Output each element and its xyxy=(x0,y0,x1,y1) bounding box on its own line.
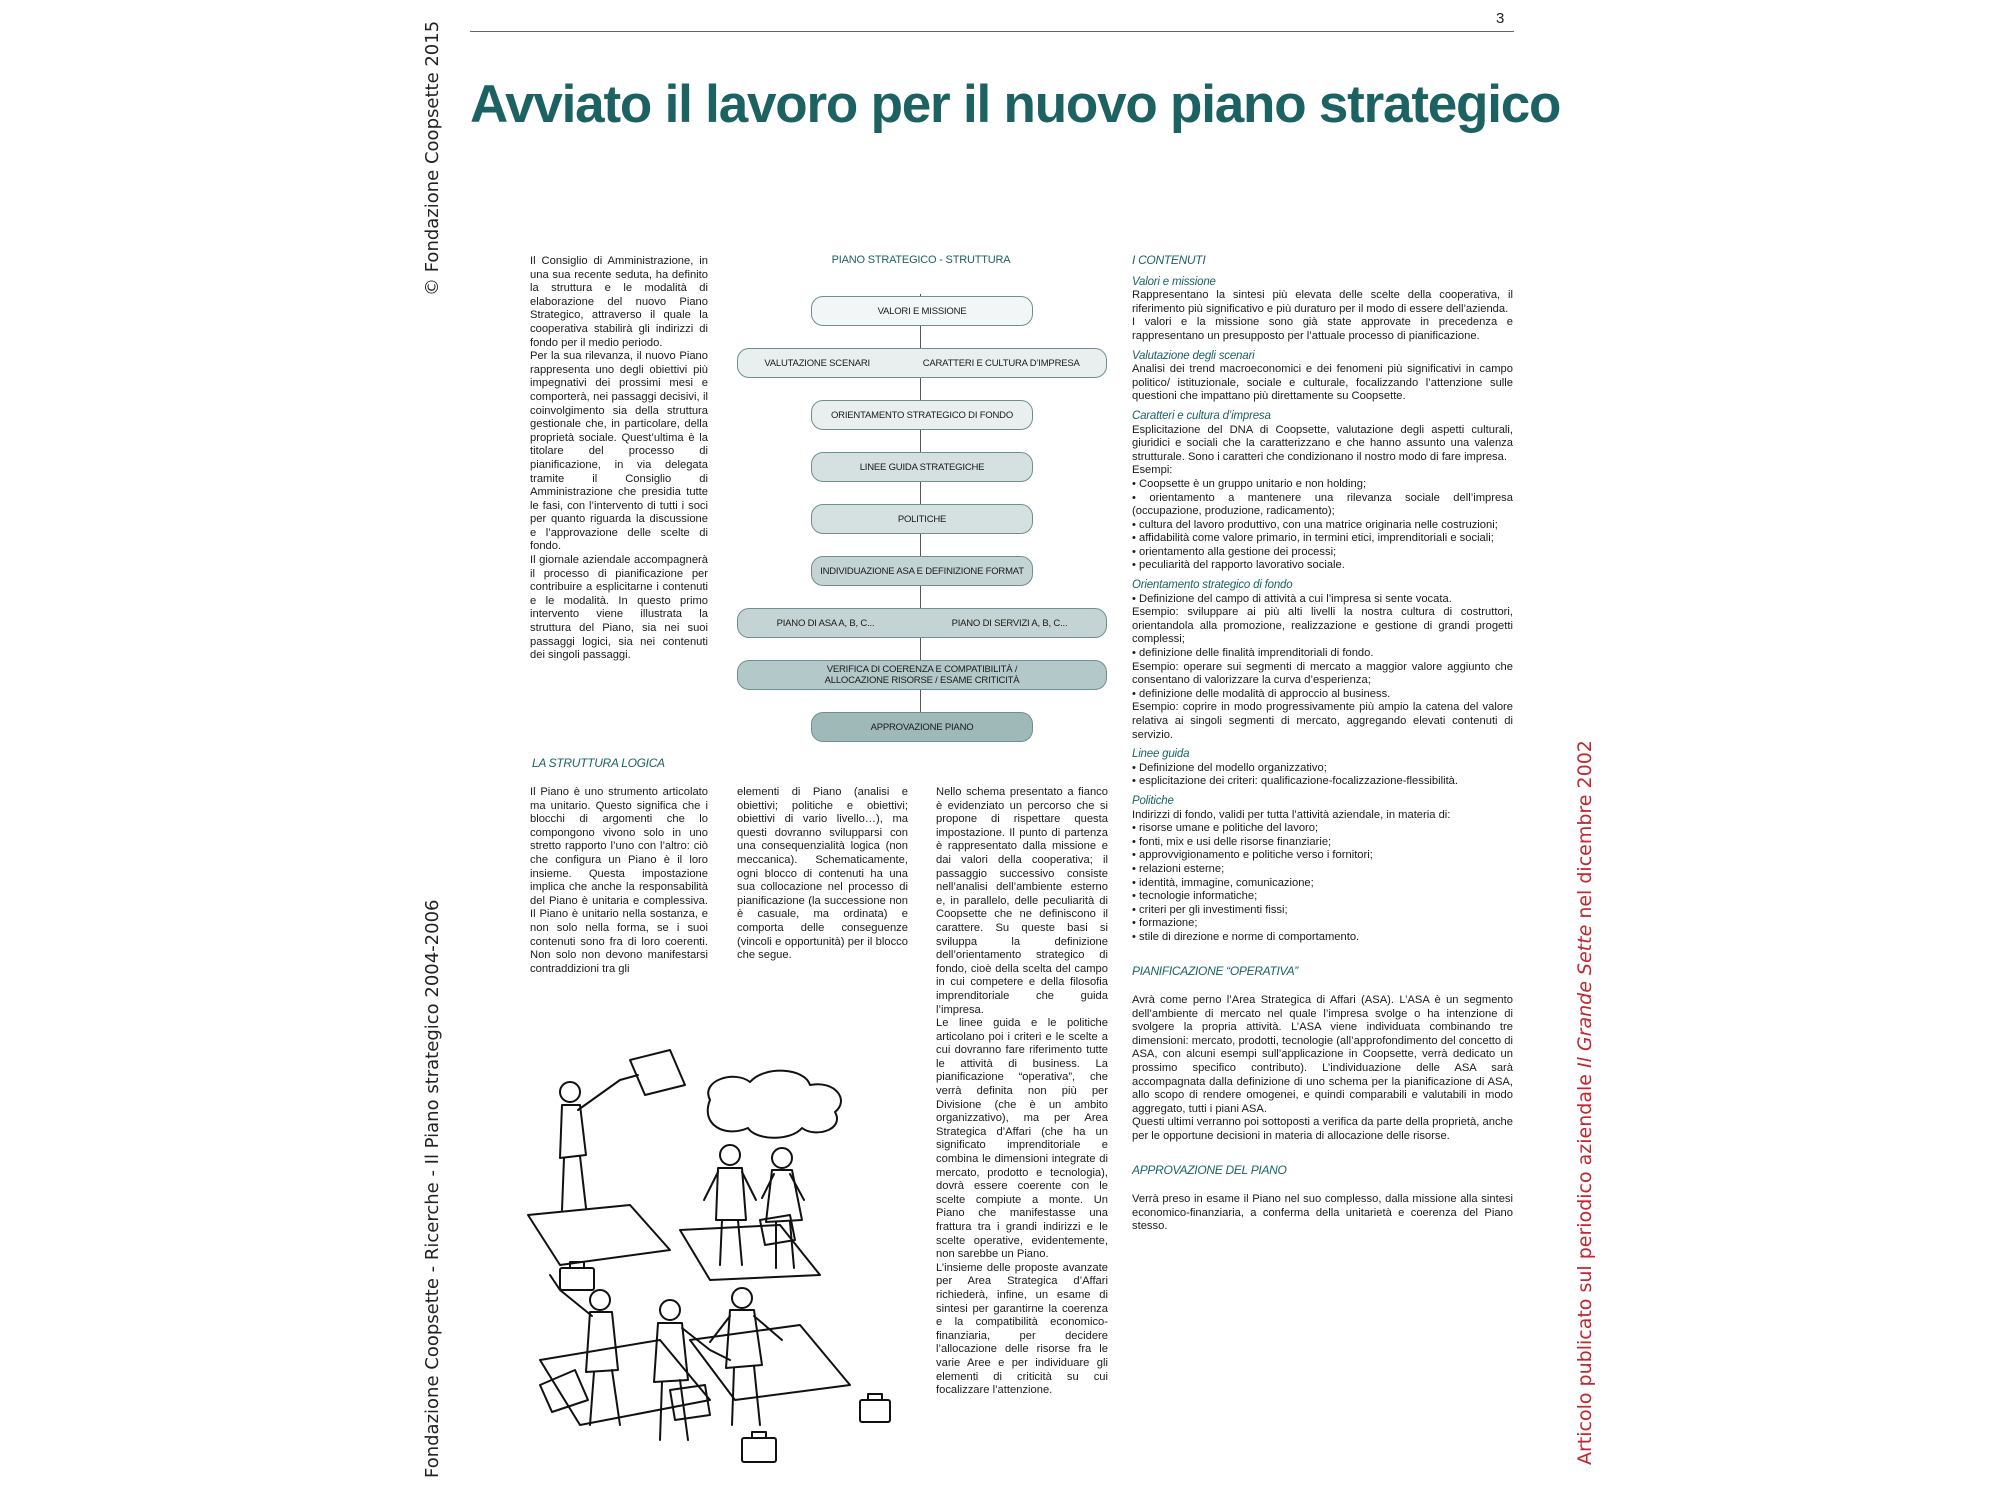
briefcase xyxy=(742,1438,776,1462)
contents-column xyxy=(1132,254,1513,1234)
subheading-scenari: Valutazione degli scenari xyxy=(1132,349,1255,362)
figure-head xyxy=(660,1300,680,1320)
body-paragraph: Esplicitazione del DNA di Coopsette, valutazione degli aspetti culturali, giuridici e sociali che la caratterizzano e che hanno assunto una valenza strutturale. Sono i caratteri che condizionano il nostro modo di fare impresa. xyxy=(1132,423,1513,463)
subheading-valori: Valori e missione xyxy=(1132,275,1216,288)
box-politiche xyxy=(811,504,1033,534)
intro-paragraph: Il Consiglio di Amministrazione, in una sua recente seduta, ha definito la struttura e le modalità di elaborazione del nuovo Piano Strategico, attraverso il quale la cooperativa stabilirà gli indirizzi di fondo per il medio periodo. xyxy=(530,255,708,349)
body-paragraph: Verrà preso in esame il Piano nel suo complesso, dalla missione alla sintesi economico-finanziaria, a conferma della unitarietà e coerenza del Piano stesso. xyxy=(1132,1193,1513,1233)
logic-column-2 xyxy=(737,786,908,963)
body-paragraph: Rappresentano la sintesi più elevata delle scelte della cooperativa, il riferimento più significativo e più duraturo per il modo di essere dell’azienda. xyxy=(1132,289,1513,315)
list-item: • peculiarità del rapporto lavorativo sociale. xyxy=(1132,559,1345,572)
box-asa-format xyxy=(811,556,1033,586)
figure-head xyxy=(560,1082,580,1102)
body-paragraph: elementi di Piano (analisi e obiettivi; politiche e obiettivi; obiettivi di vario livello…), ma questi dovranno svilupparsi con una consequenzialità logica (non meccanica). Schematicamente, ogni blocco di contenuti ha una sua collocazione nel processo di pianificazione (la successione non è casuale, ma ordinata) e comporta delle conseguenze (vincoli e opportunità) per il blocco che segue. xyxy=(737,786,908,962)
publication-note xyxy=(1574,740,1596,1465)
series-footer-label: Fondazione Coopsette - Ricerche - Il Piano strategico 2004-2006 xyxy=(422,899,443,1478)
box-label: ORIENTAMENTO STRATEGICO DI FONDO xyxy=(830,409,1014,421)
list-item: • esplicitazione dei criteri: qualificazione-focalizzazione-flessibilità. xyxy=(1132,775,1459,788)
list-item: • identità, immagine, comunicazione; xyxy=(1132,876,1314,889)
figure-body xyxy=(716,1168,746,1220)
body-paragraph: Analisi dei trend macroeconomici e dei fenomeni più significativi in campo politico/ istituzionale, sociale e culturale, focalizzando l’attenzione sulle questioni che impattano più direttamente su Coopsette. xyxy=(1132,363,1513,403)
paper-sheet xyxy=(670,1385,710,1420)
figure-head xyxy=(732,1288,752,1308)
list-item: • cultura del lavoro produttivo, con una matrice originaria nelle costruzioni; xyxy=(1132,518,1498,531)
subheading-caratteri: Caratteri e cultura d’impresa xyxy=(1132,409,1271,422)
box-label: LINEE GUIDA STRATEGICHE xyxy=(859,461,985,473)
paper-sheet xyxy=(630,1050,685,1095)
intro-paragraph: Il giornale aziendale accompagnerà il processo di pianificazione per contribuire a esplicitarne i contenuti e le modalità. In questo primo intervento viene illustrata la struttura del Piano, sia nei suoi passaggi logici, sia nei contenuti dei singoli passaggi. xyxy=(530,554,708,662)
list-item: • tecnologie informatiche; xyxy=(1132,890,1258,903)
figure-body xyxy=(560,1105,586,1158)
list-item: • stile di direzione e norme di comportamento. xyxy=(1132,930,1360,943)
body-paragraph: Indirizzi di fondo, validi per tutta l’attività aziendale, in materia di: xyxy=(1132,808,1451,821)
intro-paragraph: Per la sua rilevanza, il nuovo Piano rappresenta uno degli obiettivi più impegnativi dei prossimi mesi e comporterà, nei passaggi decisivi, il coinvolgimento sia della struttura gestionale che, in particolare, della proprietà sociale. Quest’ultima è la titolare del processo di pianificazione, in via delegata tramite il Consiglio di Amministrazione che presidia tutte le fasi, con l’intervento di tutti i soci per quanto riguarda la discussione e l’approvazione delle scelte di fondo. xyxy=(530,350,708,553)
list-item: • definizione delle modalità di approccio al business. xyxy=(1132,687,1391,700)
list-item: • orientamento a mantenere una rilevanza sociale dell’impresa (occupazione, produzione, radicamento); xyxy=(1132,491,1513,518)
body-paragraph: L’insieme delle proposte avanzate per Area Strategica d’Affari richiederà, infine, un esame di sintesi per garantirne la coerenza e la compatibilità economico-finanziaria, per decidere l’allocazione delle risorse fra le varie Aree e per individuare gli elementi di criticità su cui focalizzare l’attenzione. xyxy=(936,1261,1108,1397)
spacer xyxy=(1132,1144,1513,1154)
list-item: • formazione; xyxy=(1132,917,1198,930)
body-paragraph: Le linee guida e le politiche articolano poi i criteri e le scelte a cui dovranno fare riferimento tutte le attività di business. La pianificazione “operativa”, che verrà definita non più per Divisione (che è un ambito organizzativo), ma per Area Strategica d’Affari (che ha un significato imprenditoriale e combina le dimensioni integrate di mercato, prodotto e tecnologia), dovrà essere coerente con le scelte compiute a monte. Un Piano che manifestasse una frattura tra i grandi indirizzi e le scelte operative, evidentemente, non sarebbe un Piano. xyxy=(936,1017,1108,1261)
diagram-title: PIANO STRATEGICO - STRUTTURA xyxy=(831,254,1011,266)
figure-head xyxy=(590,1290,610,1310)
list-item: • affidabilità come valore primario, in termini etici, imprenditoriali e sociali; xyxy=(1132,532,1494,545)
box-piani-asa-servizi xyxy=(737,608,1107,638)
subheading-orientamento: Orientamento strategico di fondo xyxy=(1132,579,1293,592)
publication-note-prefix: Articolo publicato sul periodico aziendale xyxy=(1574,1068,1596,1465)
logic-column-3 xyxy=(936,786,1108,1398)
body-paragraph: Esempio: operare sui segmenti di mercato a maggior valore aggiunto che consentano di valorizzare la curva d’esperienza; xyxy=(1132,660,1513,687)
list-item: • fonti, mix e usi delle risorse finanziarie; xyxy=(1132,835,1332,848)
page-number: 3 xyxy=(1496,10,1505,27)
section-heading-struttura-logica: LA STRUTTURA LOGICA xyxy=(532,756,665,770)
floor-tile xyxy=(680,1225,820,1280)
copyright-label: © Fondazione Coopsette 2015 xyxy=(422,20,443,296)
list-item: • Definizione del campo di attività a cui l’impresa si sente vocata. xyxy=(1132,592,1452,605)
list-item: • relazioni esterne; xyxy=(1132,862,1225,875)
list-item: • approvvigionamento e politiche verso i fornitori; xyxy=(1132,849,1373,862)
spacer xyxy=(1132,945,1513,955)
body-paragraph: Nello schema presentato a fianco è evidenziato un percorso che si propone di rispettare questa impostazione. Il punto di partenza è rappresentato dalla missione e dai valori della cooperativa; il passaggio successivo consiste nell’analisi dell’ambiente esterno e, in parallelo, delle peculiarità di Coopsette che ne definiscono il carattere. Su queste basi si sviluppa la definizione dell’orientamento strategico di fondo, cioè della scelta del campo in cui competere e della filosofia imprenditoriale che guida l’impresa. xyxy=(936,786,1108,1016)
list-item: • Coopsette è un gruppo unitario e non holding; xyxy=(1132,477,1367,490)
box-approvazione xyxy=(811,712,1033,742)
intro-column xyxy=(530,255,708,663)
box-label: POLITICHE xyxy=(897,513,947,525)
list-item: • Definizione del modello organizzativo; xyxy=(1132,761,1327,774)
subheading-politiche: Politiche xyxy=(1132,794,1174,807)
floor-tile xyxy=(528,1205,670,1265)
page-title: Avviato il lavoro per il nuovo piano strategico xyxy=(470,75,1561,134)
logic-column-1 xyxy=(530,786,708,976)
box-label-verifica-2: ALLOCAZIONE RISORSE / ESAME CRITICITÀ xyxy=(824,675,1020,686)
paper-sheet xyxy=(540,1370,588,1412)
box-orientamento xyxy=(811,400,1033,430)
box-label-scenari: VALUTAZIONE SCENARI xyxy=(764,357,870,369)
body-paragraph: Esempio: sviluppare ai più alti livelli la nostra cultura di costruttori, orientandola alla promozione, realizzazione e gestione di grandi progetti complessi; xyxy=(1132,606,1513,646)
list-item: • criteri per gli investimenti fissi; xyxy=(1132,903,1288,916)
box-label: VALORI E MISSIONE xyxy=(877,305,967,317)
box-label-caratteri: CARATTERI E CULTURA D’IMPRESA xyxy=(922,357,1080,369)
people-sketch-illustration xyxy=(520,1040,930,1480)
body-paragraph: Il Piano è uno strumento articolato ma unitario. Questo significa che i blocchi di argomenti che lo compongono vivono solo in uno stretto rapporto l’uno con l’altro: ciò che configura un Piano è il loro insieme. Questa impostazione implica che anche la responsabilità del Piano è unitaria e complessiva. Il Piano è unitario nella sostanza, e non solo nella forma, se i suoi contenuti sono fra di loro coerenti. Non solo non devono manifestarsi contraddizioni tra gli xyxy=(530,786,708,975)
list-item: • risorse umane e politiche del lavoro; xyxy=(1132,822,1319,835)
box-label-piano-servizi: PIANO DI SERVIZI A, B, C... xyxy=(951,617,1068,629)
box-label: INDIVIDUAZIONE ASA E DEFINIZIONE FORMAT xyxy=(820,565,1024,577)
figure-head xyxy=(720,1145,740,1165)
section-heading-approvazione: APPROVAZIONE DEL PIANO xyxy=(1132,1162,1287,1177)
box-scenari-caratteri xyxy=(737,348,1107,378)
publication-note-suffix: nel dicembre 2002 xyxy=(1574,740,1596,925)
cloud-shape xyxy=(708,1071,841,1138)
section-heading-operativa: PIANIFICAZIONE “OPERATIVA” xyxy=(1132,963,1299,978)
publication-note-title: Il Grande Sette xyxy=(1574,924,1596,1068)
briefcase xyxy=(860,1400,890,1422)
list-item: • orientamento alla gestione dei processi; xyxy=(1132,545,1337,558)
structure-diagram xyxy=(735,248,1107,746)
figure-head xyxy=(772,1148,792,1168)
briefcase xyxy=(560,1268,594,1290)
box-valori-missione xyxy=(811,296,1033,326)
section-heading-contenuti: I CONTENUTI xyxy=(1132,253,1206,267)
body-paragraph: Questi ultimi verranno poi sottoposti a verifica da parte della proprietà, anche per le opportune decisioni in materia di allocazione delle risorse. xyxy=(1132,1116,1513,1143)
header-rule xyxy=(470,31,1514,32)
box-verifica xyxy=(737,660,1107,690)
box-label-verifica-1: VERIFICA DI COERENZA E COMPATIBILITÀ / xyxy=(826,664,1018,675)
box-label: APPROVAZIONE PIANO xyxy=(870,721,974,733)
body-paragraph: Esempi: xyxy=(1132,464,1173,477)
body-paragraph: Esempio: coprire in modo progressivamente più ampio la catena del valore relativa ai singoli segmenti di mercato, aggregando elevati contenuti di servizio. xyxy=(1132,701,1513,741)
box-label-piano-asa: PIANO DI ASA A, B, C... xyxy=(776,617,875,629)
list-item: • definizione delle finalità imprenditoriali di fondo. xyxy=(1132,647,1374,660)
figure-body xyxy=(586,1312,618,1372)
body-paragraph: Avrà come perno l’Area Strategica di Affari (ASA). L’ASA è un segmento dell’ambiente di mercato nel quale l’impresa svolge o ha intenzione di svolgere la propria attività. L’ASA viene individuata combinando tre dimensioni: mercato, prodotti, tecnologie (all’approfondimento del concetto di ASA, con alcuni esempi sull’applicazione in Coopsette, verrà dedicato un prossimo specifico contributo). L’individuazione delle ASA sarà accompagnata dalla definizione di uno schema per la pianificazione di ASA, allo scopo di rendere omogenei, e quindi comparabili e valutabili in modo aggregato, tutti i piani ASA. xyxy=(1132,994,1513,1115)
subheading-linee-guida: Linee guida xyxy=(1132,748,1190,761)
body-paragraph: I valori e la missione sono già state approvate in precedenza e rappresentano un presupposto per l’attuale processo di pianificazione. xyxy=(1132,316,1513,342)
box-linee-guida xyxy=(811,452,1033,482)
